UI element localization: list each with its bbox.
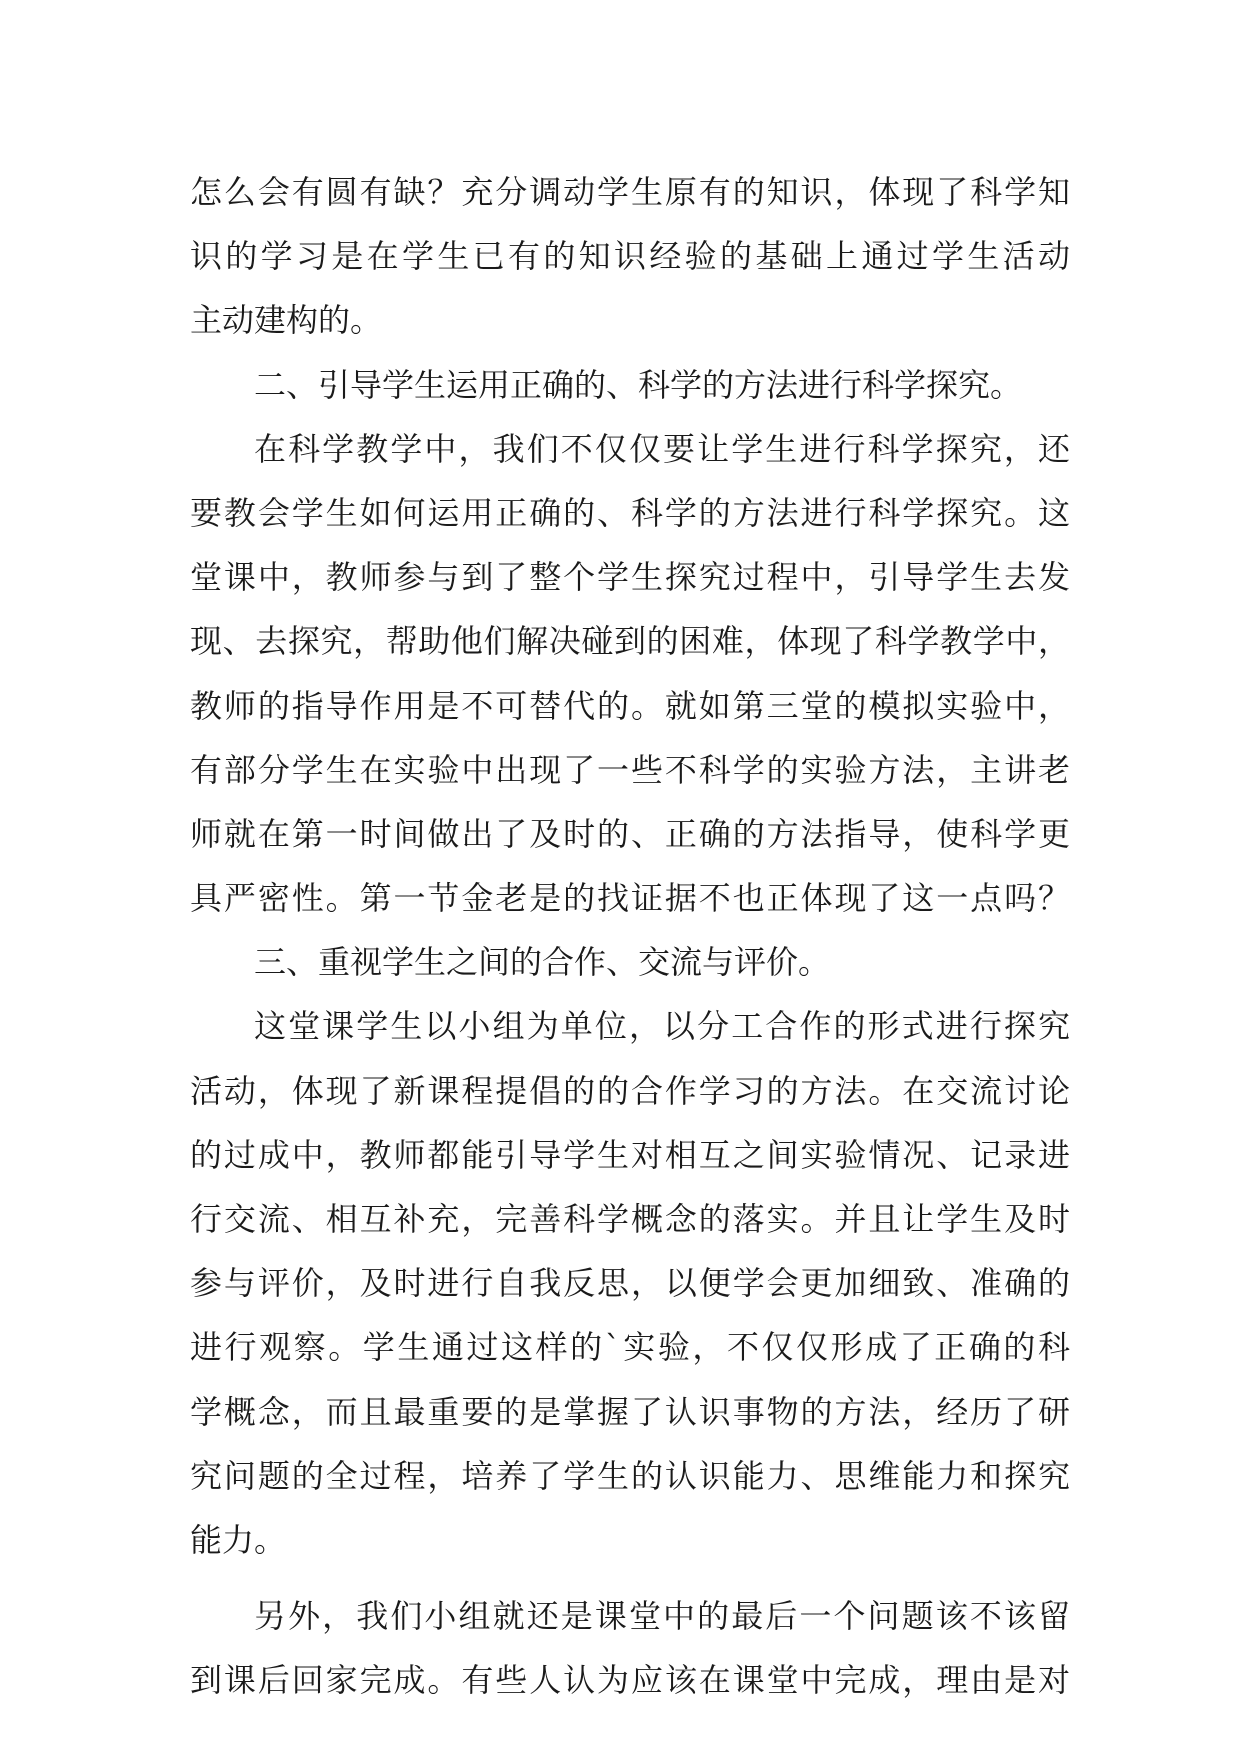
text-line: 具严密性。第一节金老是的找证据不也正体现了这一点吗？: [190, 879, 1070, 918]
text-line: 堂课中，教师参与到了整个学生探究过程中，引导学生去发: [190, 558, 1070, 597]
text-line: 活动，体现了新课程提倡的的合作学习的方法。在交流讨论: [190, 1071, 1070, 1110]
text-line: 师就在第一时间做出了及时的、正确的方法指导，使科学更: [190, 814, 1070, 853]
text-line: 能力。: [190, 1520, 287, 1559]
text-line: 的过成中，教师都能引导学生对相互之间实验情况、记录进: [190, 1135, 1070, 1174]
paragraph-spacer: [190, 1572, 1070, 1584]
text-line: 怎么会有圆有缺？充分调动学生原有的知识，体现了科学知: [190, 173, 1070, 211]
section-heading: [190, 930, 1070, 994]
text-line: 行交流、相互补充，完善科学概念的落实。并且让学生及时: [190, 1200, 1070, 1238]
text-line: 这堂课学生以小组为单位，以分工合作的形式进行探究: [254, 1007, 1070, 1046]
text-line: 到课后回家完成。有些人认为应该在课堂中完成，理由是对: [190, 1661, 1070, 1700]
document-body: [190, 160, 1070, 1713]
paragraph: [190, 994, 1070, 1572]
text-line: 究问题的全过程，培养了学生的认识能力、思维能力和探究: [190, 1456, 1070, 1495]
text-line: 在科学教学中，我们不仅仅要让学生进行科学探究，还: [254, 429, 1070, 468]
section-heading: [190, 353, 1070, 417]
heading-text: 二、引导学生运用正确的、科学的方法进行科学探究。: [254, 365, 1023, 404]
paragraph: [190, 1584, 1070, 1712]
text-line: 进行观察。学生通过这样的`实验，不仅仅形成了正确的科: [190, 1328, 1070, 1367]
paragraph: [190, 160, 1070, 353]
text-line: 参与评价，及时进行自我反思，以便学会更加细致、准确的: [190, 1264, 1070, 1303]
text-line: 识的学习是在学生已有的知识经验的基础上通过学生活动: [190, 237, 1070, 276]
text-line: 现、去探究，帮助他们解决碰到的困难，体现了科学教学中，: [190, 622, 1070, 661]
paragraph: [190, 417, 1070, 931]
text-line: 另外，我们小组就还是课堂中的最后一个问题该不该留: [254, 1597, 1070, 1636]
text-line: 主动建构的。: [190, 301, 383, 340]
heading-text: 三、重视学生之间的合作、交流与评价。: [254, 943, 831, 982]
text-line: 有部分学生在实验中出现了一些不科学的实验方法，主讲老: [190, 750, 1070, 789]
text-line: 教师的指导作用是不可替代的。就如第三堂的模拟实验中，: [190, 686, 1070, 725]
text-line: 要教会学生如何运用正确的、科学的方法进行科学探究。这: [190, 493, 1070, 532]
text-line: 学概念，而且最重要的是掌握了认识事物的方法，经历了研: [190, 1392, 1070, 1431]
